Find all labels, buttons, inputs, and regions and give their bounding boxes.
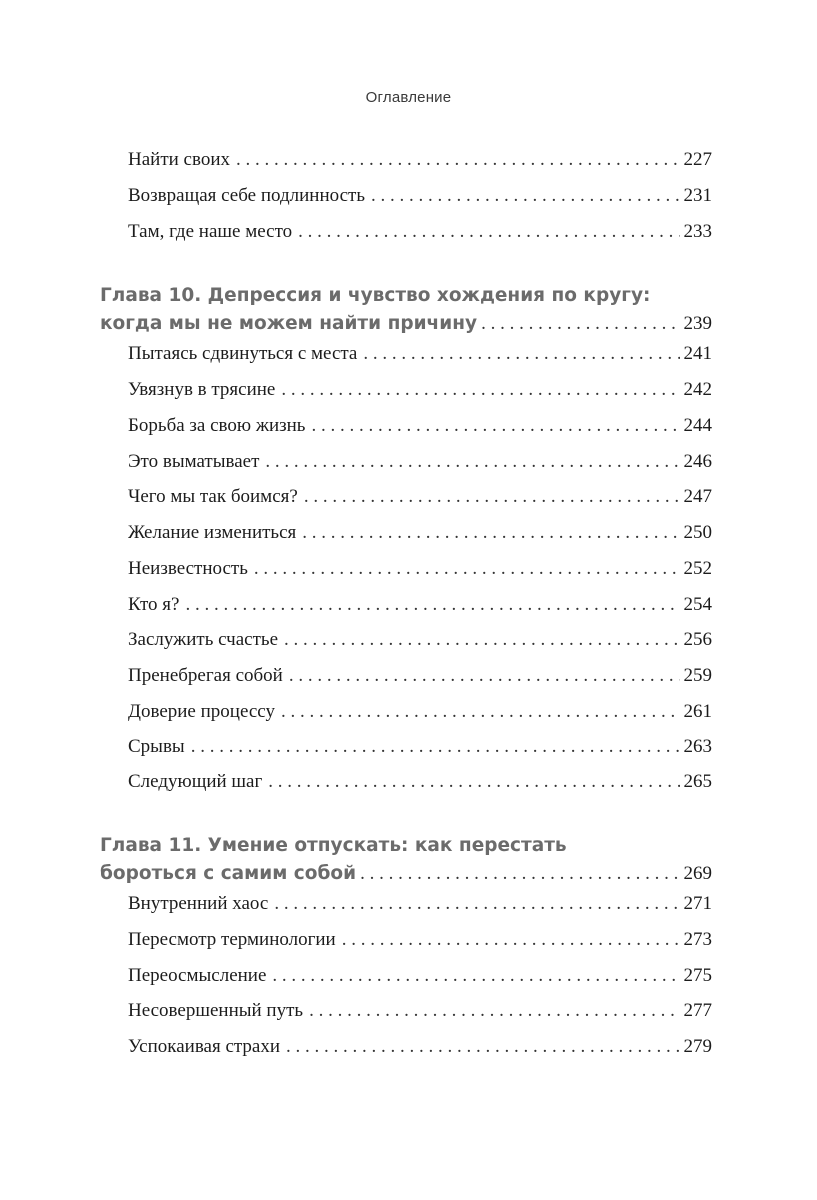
toc-entry[interactable]: [128, 664, 712, 688]
toc-entry[interactable]: [128, 700, 712, 724]
toc-entry-title: Срывы: [128, 736, 185, 757]
toc-entry-page: 244: [683, 415, 712, 436]
toc-entry-page: 246: [683, 451, 712, 472]
toc-entry-title: Пытаясь сдвинуться с места: [128, 343, 358, 364]
toc-entry[interactable]: [128, 892, 712, 916]
dot-leader: [268, 770, 679, 794]
toc-entry[interactable]: [128, 1035, 712, 1059]
running-header: Оглавление: [365, 89, 452, 106]
toc-entry-title: Найти своих: [128, 149, 230, 170]
toc-entry[interactable]: [128, 593, 712, 617]
toc-entry-page: 233: [683, 221, 712, 242]
toc-entry[interactable]: [128, 450, 712, 474]
toc-entry-title: Кто я?: [128, 594, 180, 615]
toc-entry-title: Увязнув в трясине: [128, 379, 276, 400]
toc-entry-page: 250: [683, 522, 712, 543]
toc-entry[interactable]: [128, 735, 712, 759]
toc-entry-page: 265: [683, 771, 712, 792]
dot-leader: [481, 312, 679, 336]
toc-entry-page: 277: [683, 1000, 712, 1021]
dot-leader: [298, 220, 679, 244]
toc-entry-page: 256: [683, 629, 712, 650]
toc-entry-page: 254: [683, 594, 712, 615]
toc-entry[interactable]: [128, 148, 712, 172]
chapter-title-line2: бороться с самим собой: [100, 863, 357, 884]
toc-entry-title: Несовершенный путь: [128, 1000, 304, 1021]
toc-entry-title: Пренебрегая собой: [128, 665, 283, 686]
toc-entry[interactable]: [128, 999, 712, 1023]
toc-entry[interactable]: [128, 378, 712, 402]
chapter-title-line2: когда мы не можем найти причину: [100, 313, 478, 334]
dot-leader: [289, 664, 680, 688]
dot-leader: [309, 999, 679, 1023]
toc-entry[interactable]: [128, 521, 712, 545]
toc-entry[interactable]: [128, 485, 712, 509]
toc-entry[interactable]: [128, 770, 712, 794]
dot-leader: [302, 521, 679, 545]
toc-entry-title: Следующий шаг: [128, 771, 263, 792]
toc-entry-title: Пересмотр терминологии: [128, 929, 336, 950]
chapter-page: 239: [683, 313, 712, 334]
dot-leader: [274, 892, 679, 916]
chapter-heading[interactable]: [100, 834, 712, 886]
dot-leader: [236, 148, 680, 172]
chapter-title-line1: Глава 10. Депрессия и чувство хождения по кругу:: [100, 285, 651, 306]
dot-leader: [281, 378, 679, 402]
toc-entry-page: 231: [683, 185, 712, 206]
toc-entry-page: 252: [683, 558, 712, 579]
toc-entry[interactable]: [128, 414, 712, 438]
toc-entry-page: 279: [683, 1036, 712, 1057]
dot-leader: [286, 1035, 679, 1059]
dot-leader: [265, 450, 679, 474]
toc-entry-title: Борьба за свою жизнь: [128, 415, 306, 436]
toc-entry-title: Внутренний хаос: [128, 893, 269, 914]
toc-entry-page: 273: [683, 929, 712, 950]
toc-entry-title: Возвращая себе подлинность: [128, 185, 365, 206]
dot-leader: [360, 862, 679, 886]
dot-leader: [254, 557, 680, 581]
toc-entry-page: 242: [683, 379, 712, 400]
toc-entry-page: 261: [683, 701, 712, 722]
toc-entry-title: Чего мы так боимся?: [128, 486, 298, 507]
chapter-heading[interactable]: [100, 284, 712, 336]
chapter-title-line2-row: [100, 862, 712, 886]
chapter-title-line2-row: [100, 312, 712, 336]
toc-entry[interactable]: [128, 184, 712, 208]
dot-leader: [272, 964, 679, 988]
toc-entry-page: 227: [683, 149, 712, 170]
toc-entry-page: 275: [683, 965, 712, 986]
toc-entry-page: 241: [683, 343, 712, 364]
chapter-page: 269: [683, 863, 712, 884]
dot-leader: [281, 700, 680, 724]
toc-entry-page: 247: [683, 486, 712, 507]
toc-entry[interactable]: [128, 342, 712, 366]
dot-leader: [284, 628, 679, 652]
toc-entry-page: 263: [683, 736, 712, 757]
toc-entry[interactable]: [128, 928, 712, 952]
dot-leader: [371, 184, 680, 208]
toc-entry-title: Желание измениться: [128, 522, 297, 543]
dot-leader: [191, 735, 680, 759]
toc-entry-title: Заслужить счастье: [128, 629, 279, 650]
toc-entry[interactable]: [128, 220, 712, 244]
toc-entry-title: Переосмысление: [128, 965, 267, 986]
dot-leader: [363, 342, 679, 366]
dot-leader: [304, 485, 680, 509]
dot-leader: [185, 593, 679, 617]
toc-entry[interactable]: [128, 964, 712, 988]
toc-entry-title: Доверие процессу: [128, 701, 275, 722]
toc-entry[interactable]: [128, 557, 712, 581]
toc-entry-page: 259: [683, 665, 712, 686]
toc-entry-title: Неизвестность: [128, 558, 248, 579]
toc-entry-title: Успокаивая страхи: [128, 1036, 281, 1057]
toc-entry-title: Там, где наше место: [128, 221, 293, 242]
chapter-title-line1: Глава 11. Умение отпускать: как перестать: [100, 835, 567, 856]
dot-leader: [342, 928, 680, 952]
dot-leader: [311, 414, 679, 438]
toc-entry-page: 271: [683, 893, 712, 914]
toc-entry-title: Это выматывает: [128, 451, 260, 472]
toc-entry[interactable]: [128, 628, 712, 652]
